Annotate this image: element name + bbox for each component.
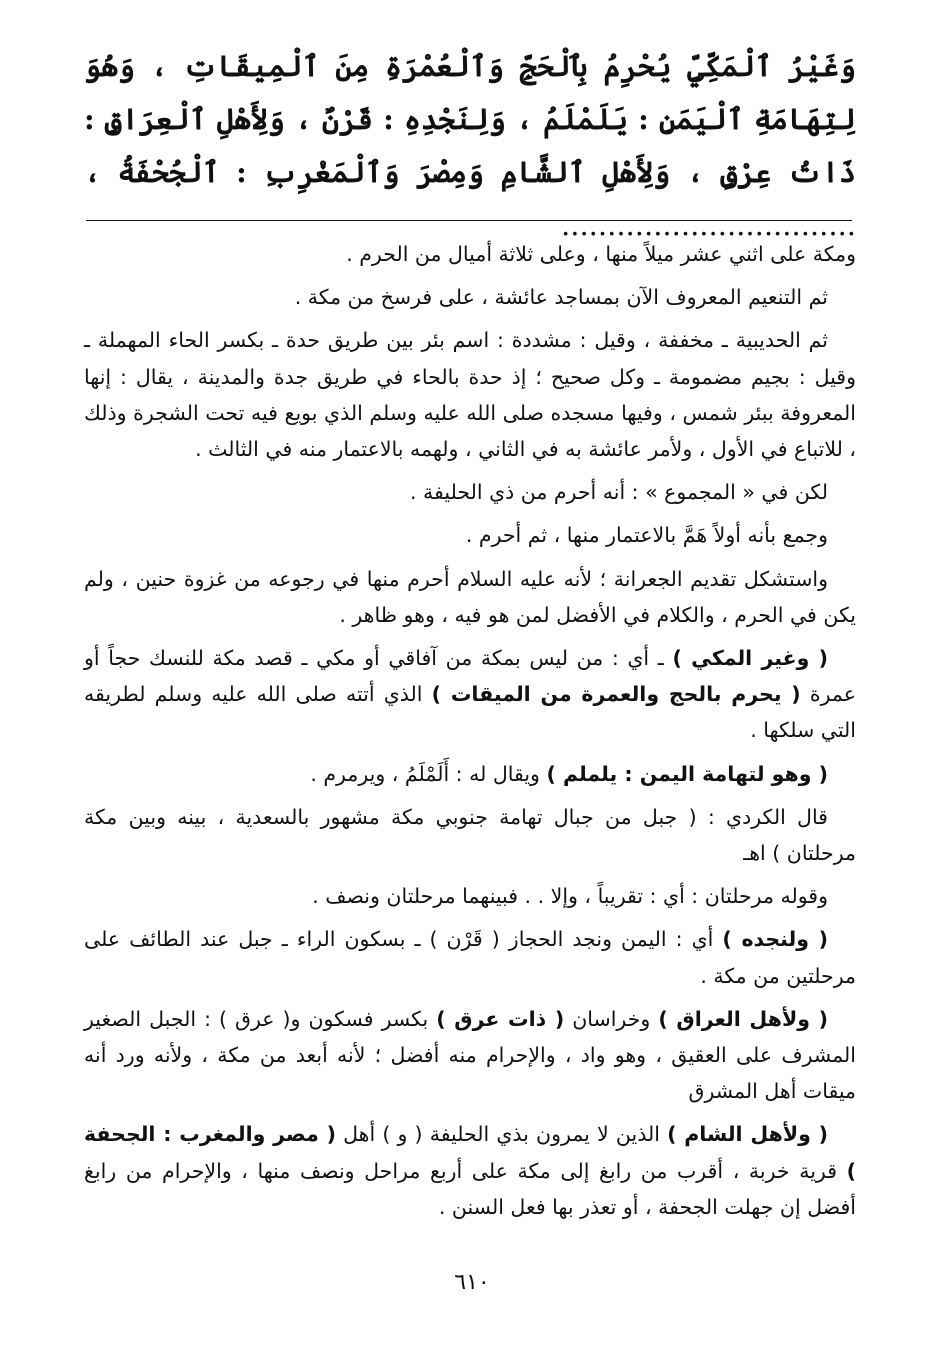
quoted-matn: ( مصر والمغرب : الجحفة ) [84, 1122, 856, 1183]
footnote-divider [86, 220, 852, 221]
commentary-text: ويقال له : أَلَمْلَمُ ، ويرمرم . [310, 761, 547, 786]
commentary-paragraph [84, 1116, 856, 1225]
quoted-matn: ( ذات عرق ) [436, 1006, 565, 1031]
quoted-matn: ( وغير المكي ) [672, 646, 828, 671]
commentary-text: ـ أي : من ليس بمكة من آفاقي أو مكي ـ قصد مكة للنسك حجاً أو عمرة [84, 646, 856, 707]
commentary [84, 236, 856, 1232]
commentary-text: أي : اليمن ونجد الحجاز ( قَرْن ) ـ بسكون الراء ـ جبل عند الطائف على مرحلتين من مكة . [84, 927, 856, 988]
quoted-matn: ( ولأهل العراق ) [658, 1006, 828, 1031]
commentary-text: الذي أتته صلى الله عليه وسلم لطريقه التي سلكها . [84, 682, 856, 743]
commentary-paragraph: ومكة على اثني عشر ميلاً منها ، وعلى ثلاثة أميال من الحرم . [346, 242, 856, 266]
commentary-paragraph: لكن في « المجموع » : أنه أحرم من ذي الحليفة . [410, 480, 828, 505]
commentary-text: بكسر فسكون و( عرق ) : الجبل الصغير المشرف على العقيق ، وهو واد ، والإحرام منه أفضل ؛ لأنه أبعد من مكة ، ولأنه ورد أنه ميقات أهل المشرق [84, 1006, 856, 1104]
commentary-text: قرية خربة ، أقرب من رابغ إلى مكة على أربع مراحل ونصف منها ، والإحرام من رابغ أفضل إن جهلت الجحفة ، أو تعذر بها فعل السنن . [84, 1158, 856, 1219]
commentary-paragraph: وجمع بأنه أولاً هَمَّ بالاعتمار منها ، ثم أحرم . [465, 523, 828, 548]
commentary-paragraph [84, 1001, 856, 1110]
commentary-paragraph: ثم الحديبية ـ مخففة ، وقيل : مشددة : اسم بئر بين طريق حدة ـ بكسر الحاء المهملة ـ وقيل : بجيم مضمومة ـ وكل صحيح ؛ إذ حدة بالحاء في طريق جدة والمدينة ، يقال : إنها المعروفة ببئر شمس ، وفيها مسجده صلى الله عليه وسلم الذي بويع فيه تحت الشجرة وذلك ، للاتباع في الأول ، ولأمر عائشة به في الثاني ، ولهمه بالاعتمار منه في الثالث . [84, 328, 856, 462]
commentary-paragraph: واستشكل تقديم الجعرانة ؛ لأنه عليه السلام أحرم منها في رجوعه من غزوة حنين ، ولم يكن في الحرم ، والكلام في الأفضل لمن هو فيه ، وهو ظاهر . [84, 566, 856, 627]
page-number: ٦١٠ [454, 1270, 490, 1295]
main-text-body: وَغَيْرُ ٱلْمَكِّيِّ يُحْرِمُ بِٱلْحَجِّ وَٱلْعُمْرَةِ مِنَ ٱلْمِيقَاتِ ، وَهُوَ لِتِهَامَةِ ٱلْيَمَنِ : يَلَمْلَمُ ، وَلِنَجْدِهِ : قَرْنٌ ، وَلِأَهْلِ ٱلْعِرَاقِ : ذَاتُ عِرْقٍ ، وَلِأَهْلِ ٱلشَّامِ وَمِصْرَ وَٱلْمَغْرِبِ : ٱلْجُحْفَةُ ، [84, 49, 856, 189]
main-text-dots: ................................ [561, 208, 856, 242]
quoted-matn: ( ولأهل الشام ) [667, 1122, 828, 1147]
quoted-matn: ( وهو لتهامة اليمن : يلملم ) [546, 761, 828, 786]
commentary-paragraph: ثم التنعيم المعروف الآن بمساجد عائشة ، على فرسخ من مكة . [294, 285, 828, 310]
commentary-text: وخراسان [564, 1006, 659, 1031]
commentary-paragraph: وقوله مرحلتان : أي : تقريباً ، وإلا . . فبينهما مرحلتان ونصف . [312, 884, 828, 909]
quoted-matn: ( يحرم بالحج والعمرة من الميقات ) [431, 682, 801, 707]
commentary-paragraph: قال الكردي : ( جبل من جبال تهامة جنوبي مكة مشهور بالسعدية ، بينه وبين مكة مرحلتان ) اهـ [84, 804, 856, 866]
commentary-paragraph [84, 756, 856, 792]
quoted-matn: ( ولنجده ) [722, 927, 828, 952]
commentary-paragraph [84, 640, 856, 749]
commentary-paragraph [84, 921, 856, 993]
commentary-text: الذين لا يمرون بذي الحليفة ( و ) أهل [335, 1122, 668, 1147]
